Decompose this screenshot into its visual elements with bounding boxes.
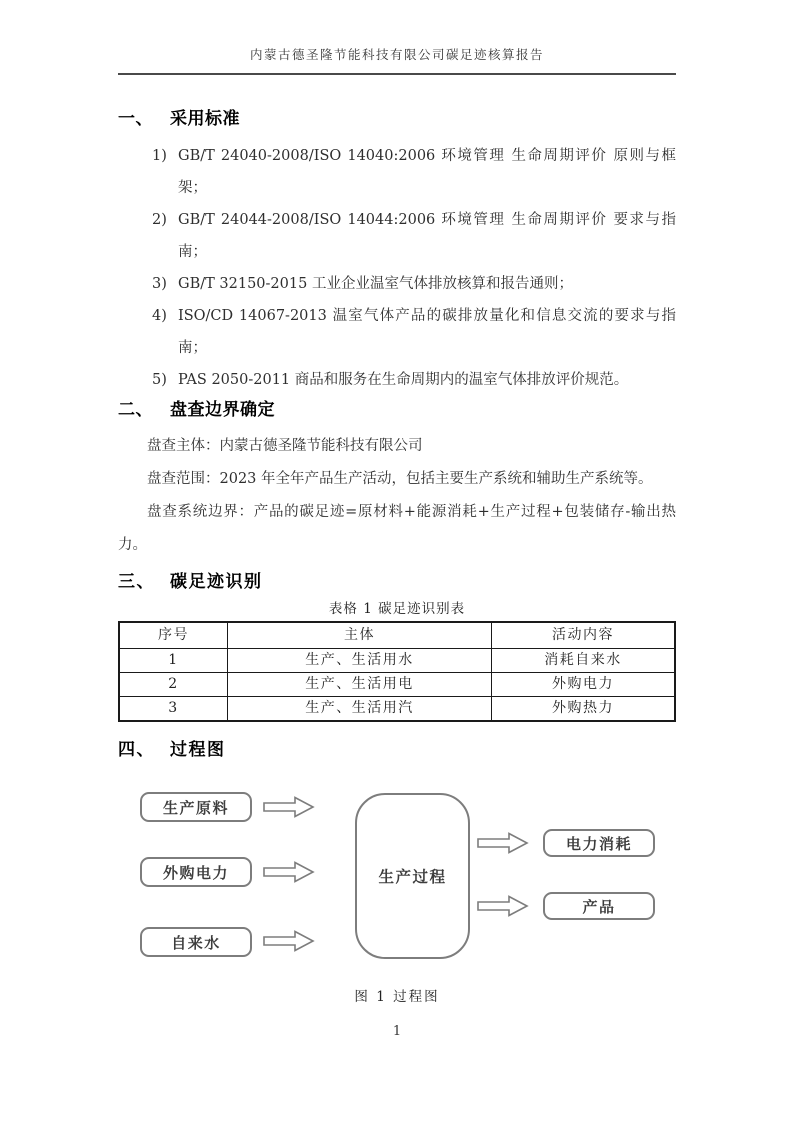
right-block-arrow-icon xyxy=(263,796,315,818)
figure-caption: 图 1 过程图 xyxy=(354,989,440,1005)
diagram-input-tap-water: 自来水 xyxy=(140,927,252,957)
section-heading-standards xyxy=(118,107,676,131)
table-cell: 外购热力 xyxy=(492,697,676,722)
list-item-text: PAS 2050-2011 商品和服务在生命周期内的温室气体排放评价规范。 xyxy=(178,372,629,388)
table-header-row xyxy=(119,622,675,649)
section-title: 过程图 xyxy=(170,740,226,760)
section-number: 四、 xyxy=(118,740,155,760)
table-cell: 消耗自来水 xyxy=(492,649,676,673)
document-header-title: 内蒙古德圣隆节能科技有限公司碳足迹核算报告 xyxy=(249,47,544,62)
list-item-text: GB/T 24044-2008/ISO 14044:2006 环境管理 生命周期评价 要求与指南； xyxy=(178,212,676,260)
list-item-text: GB/T 32150-2015 工业企业温室气体排放核算和报告通则； xyxy=(178,276,573,292)
boundary-paragraphs xyxy=(118,430,676,562)
table-row xyxy=(119,697,675,722)
table-cell: 2 xyxy=(119,673,227,697)
section-heading-process-diagram xyxy=(118,738,676,762)
list-item-number: 2) xyxy=(152,212,167,228)
column-header: 主体 xyxy=(227,622,491,649)
diagram-input-raw-materials: 生产原料 xyxy=(140,792,252,822)
list-item xyxy=(118,300,676,364)
section-title: 盘查边界确定 xyxy=(170,400,275,419)
paragraph: 盘查系统边界：产品的碳足迹=原材料+能源消耗+生产过程+包装储存-输出热力。 xyxy=(118,504,676,553)
table-cell: 外购电力 xyxy=(492,673,676,697)
list-item-number: 4) xyxy=(152,308,167,324)
right-block-arrow-icon xyxy=(263,861,315,883)
table-row xyxy=(119,649,675,673)
section-title: 采用标准 xyxy=(170,109,240,128)
table-cell: 3 xyxy=(119,697,227,722)
right-block-arrow-icon xyxy=(477,895,529,917)
list-item-number: 1) xyxy=(152,148,167,164)
table-cell: 生产、生活用汽 xyxy=(227,697,491,722)
diagram-output-product: 产品 xyxy=(543,892,655,920)
list-item xyxy=(118,204,676,268)
list-item xyxy=(118,268,676,300)
section-title: 碳足迹识别 xyxy=(170,572,263,592)
table-cell: 生产、生活用水 xyxy=(227,649,491,673)
diagram-input-purchased-electricity: 外购电力 xyxy=(140,857,252,887)
list-item-number: 3) xyxy=(152,276,167,292)
list-item-number: 5) xyxy=(152,372,167,388)
section-heading-boundary xyxy=(118,398,676,422)
list-item-text: ISO/CD 14067-2013 温室气体产品的碳排放量化和信息交流的要求与指南； xyxy=(178,308,676,356)
list-item-text: GB/T 24040-2008/ISO 14040:2006 环境管理 生命周期评价 原则与框架； xyxy=(178,148,676,196)
document-body xyxy=(118,107,676,1006)
table-cell: 生产、生活用电 xyxy=(227,673,491,697)
diagram-output-electricity-consumption: 电力消耗 xyxy=(543,829,655,857)
table-cell: 1 xyxy=(119,649,227,673)
paragraph: 盘查主体：内蒙古德圣隆节能科技有限公司 xyxy=(147,438,423,454)
column-header: 活动内容 xyxy=(492,622,676,649)
section-heading-identification xyxy=(118,570,676,594)
diagram-process-box: 生产过程 xyxy=(355,793,470,959)
section-number: 一、 xyxy=(118,109,153,128)
table-row xyxy=(119,673,675,697)
process-flow-diagram xyxy=(118,774,676,980)
page-number: 1 xyxy=(392,1024,402,1039)
carbon-footprint-table xyxy=(118,621,676,722)
right-block-arrow-icon xyxy=(263,930,315,952)
column-header: 序号 xyxy=(119,622,227,649)
standards-list xyxy=(118,140,676,396)
right-block-arrow-icon xyxy=(477,832,529,854)
document-header xyxy=(118,0,676,75)
list-item xyxy=(118,140,676,204)
list-item xyxy=(118,364,676,396)
table-caption: 表格 1 碳足迹识别表 xyxy=(328,601,466,617)
section-number: 三、 xyxy=(118,572,155,592)
paragraph: 盘查范围：2023 年全年产品生产活动，包括主要生产系统和辅助生产系统等。 xyxy=(147,471,653,487)
section-number: 二、 xyxy=(118,400,153,419)
